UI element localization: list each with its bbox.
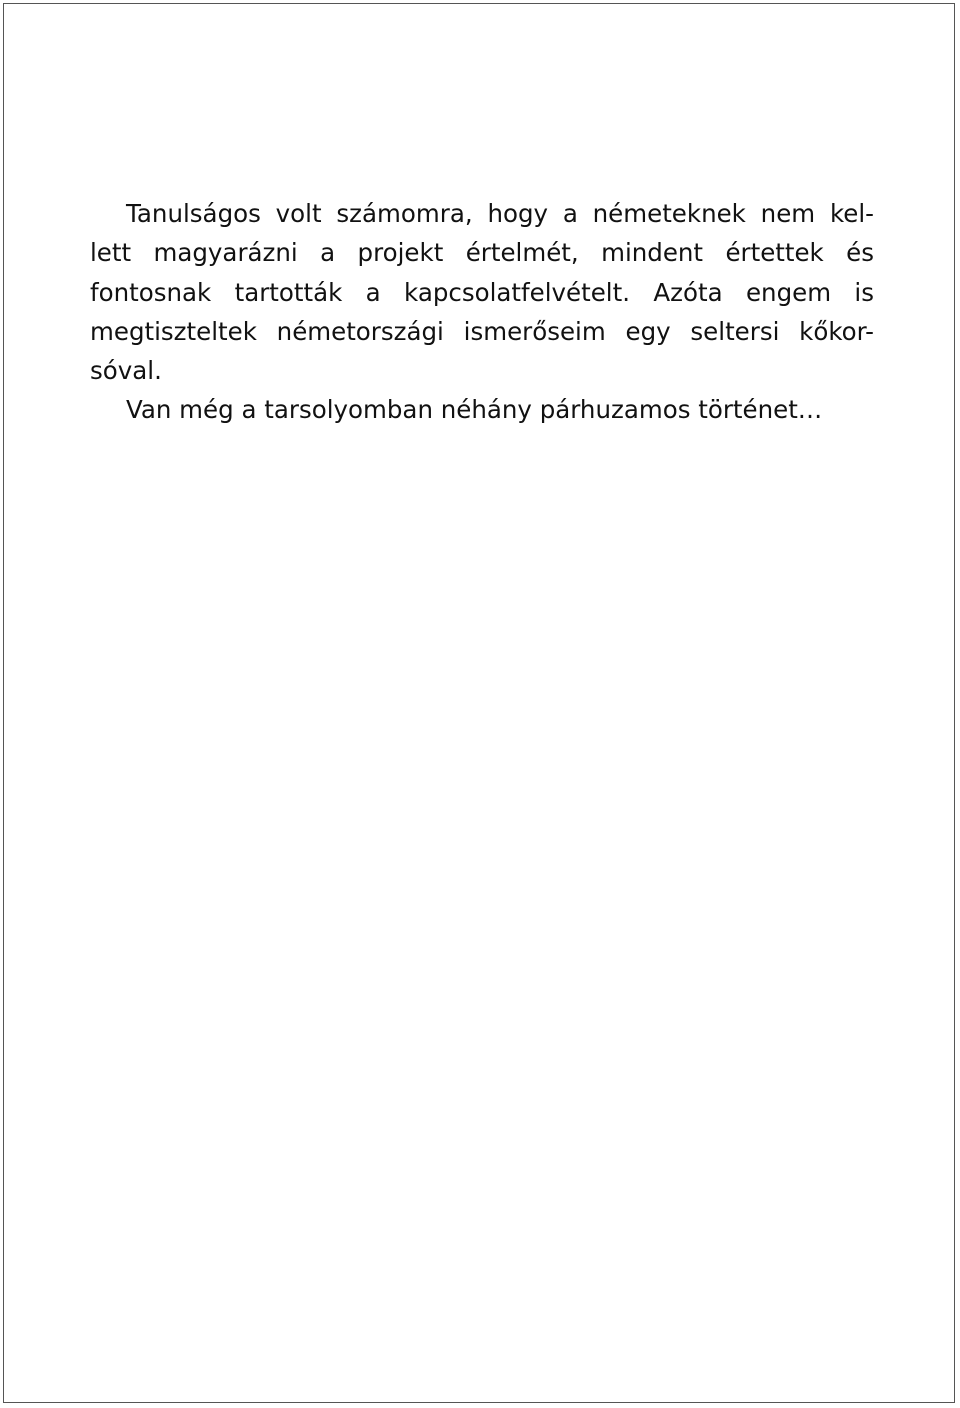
text-line: fontosnak tartották a kapcsolatfelvételt. Azóta engem is bbox=[90, 277, 874, 307]
text-line: Tanulságos volt számomra, hogy a németeknek nem kel- bbox=[126, 199, 874, 228]
body-text bbox=[90, 194, 874, 430]
text-line: Van még a tarsolyomban néhány párhuzamos történet… bbox=[126, 395, 823, 425]
paragraph-1 bbox=[90, 194, 874, 390]
text-line: megtiszteltek németországi ismerőseim egy seltersi kőkor- bbox=[90, 316, 874, 346]
document-page bbox=[3, 3, 955, 1403]
text-line: sóval. bbox=[90, 356, 162, 386]
text-line: lett magyarázni a projekt értelmét, mindent értettek és bbox=[90, 238, 874, 268]
paragraph-2 bbox=[90, 390, 874, 429]
